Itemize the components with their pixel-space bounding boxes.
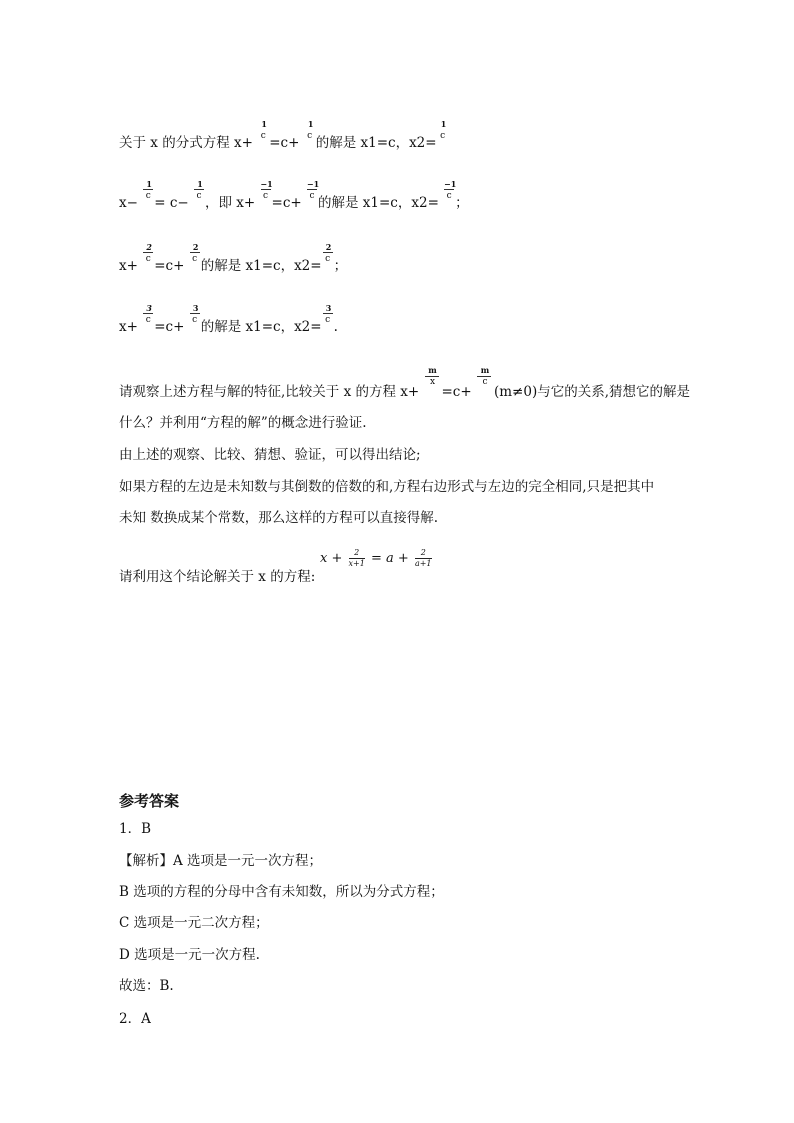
fraction: $\frac{2}{c}$ [142,257,154,275]
body-text: 什么？并利用“方程的解”的概念进行验证. [119,415,367,431]
fraction: $\frac{2}{c}$ [189,257,201,275]
body-text: 请利用这个结论解关于 x 的方程: [119,569,316,585]
body-text: 如果方程的左边是未知数与其倒数的倍数的和,方程右边形式与左边的完全相同,只是把其中 [119,479,655,495]
equation-line-4: x+ $\frac{3}{c}$ =c+ $\frac{3}{c}$ 的解是 x1=c，x2= $\frac{3}{c}$ . [119,303,338,335]
answer-line: C 选项是一元二次方程； [119,915,269,931]
equation-line-2: x− $\frac{1}{c}$ = c− $\frac{1}{c}$ ，即 x+ $\frac{-1}{c}$ =c+ $\frac{-1}{c}$ 的解是 x1=c，x2= $\frac{-1}{c}$ ； [119,179,469,211]
fraction: $\frac{-1}{c}$ [260,179,273,201]
fraction: $\frac{1}{c}$ [142,194,154,212]
equation-image: x + $\frac{2}{x+1}$ = a + $\frac{2}{a+1}$ [320,548,432,568]
fraction: $\frac{3}{c}$ [189,318,201,336]
fraction: 1 c [440,119,447,141]
answers-heading: 参考答案 [119,792,180,810]
fraction: $\frac{-1}{c}$ [444,179,457,201]
question-line: 请观察上述方程与解的特征,比较关于 x 的方程 x+ $\frac{m}{x}$ =c+ $\frac{m}{c}$ (m≠0)与它的关系,猜想它的解是 [119,365,691,400]
answer-line: 2．A [119,1011,151,1027]
fraction: $\frac{3}{c}$ [142,318,154,336]
answer-line: D 选项是一元一次方程. [119,947,260,963]
answer-line: B 选项的方程的分母中含有未知数，所以为分式方程； [119,884,444,900]
equation-line-3: x+ $\frac{2}{c}$ =c+ $\frac{2}{c}$ 的解是 x1=c，x2= $\frac{2}{c}$ ； [119,242,348,274]
fraction: $\frac{m}{c}$ [476,383,494,401]
answer-line: 【解析】A 选项是一元一次方程； [119,853,323,869]
fraction: $\frac{-1}{c}$ [306,179,320,201]
fraction: $\frac{2}{a+1}$ [414,548,432,568]
body-text: 未知 数换成某个常数，那么这样的方程可以直接得解. [119,510,439,526]
fraction: 1 c [307,119,314,141]
fraction: $\frac{m}{x}$ [424,383,442,401]
equation-line-1: 关于 x 的分式方程 x+ 1 c =c+ 1 c 的解是 x1=c，x2= 1 c [119,134,449,152]
answer-line: 1．B [119,821,152,837]
fraction: $\frac{3}{c}$ [322,318,334,336]
fraction: $\frac{2}{c}$ [322,257,334,275]
fraction: $\frac{1}{c}$ [193,194,205,212]
answer-line: 故选：B. [119,978,174,994]
body-text: 由上述的观察、比较、猜想、验证，可以得出结论; [119,447,421,463]
fraction: $\frac{2}{x+1}$ [348,548,365,568]
fraction: 1 c [260,119,267,141]
